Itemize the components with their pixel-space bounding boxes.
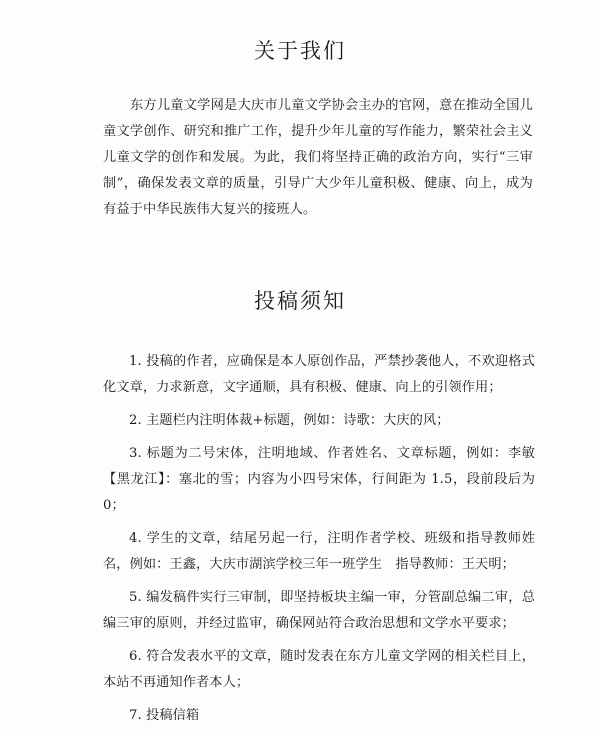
guideline-item-3: 3. 标题为二号宋体，注明地域、作者姓名、文章标题，例如：李敏【黑龙江】：塞北的雪；内容为小四号宋体，行间距为 1.5，段前段后为 0；: [103, 446, 535, 513]
about-us-paragraph: 东方儿童文学网是大庆市儿童文学协会主办的官网，意在推动全国儿童文学创作、研究和推广工作，提升少年儿童的写作能力，繁荣社会主义儿童文学的创作和发展。为此，我们将坚持正确的政治方向，实行“三审制”，确保发表文章的质量，引导广大少年儿童积极、健康、向上，成为有益于中华民族伟大复兴的接班人。: [103, 98, 533, 217]
guideline-item-5: 5. 编发稿件实行三审制，即坚持板块主编一审，分管副总编二审，总编三审的原则，并经过监审，确保网站符合政治思想和文学水平要求；: [103, 590, 535, 631]
submission-guidelines-title: 投稿须知: [254, 289, 346, 313]
guideline-item-2: 2. 主题栏内注明体裁+标题，例如：诗歌：大庆的风；: [129, 413, 450, 428]
guideline-item-4: 4. 学生的文章，结尾另起一行，注明作者学校、班级和指导教师姓名，例如：王鑫，大庆市湖滨学校三年一班学生 指导教师：王天明；: [103, 531, 535, 572]
guideline-item-6: 6. 符合发表水平的文章，随时发表在东方儿童文学网的相关栏目上，本站不再通知作者本人；: [103, 649, 535, 690]
guidelines-list: [103, 349, 535, 729]
about-us-title: 关于我们: [254, 39, 346, 63]
guideline-item-7: 7. 投稿信箱: [129, 708, 200, 723]
guideline-item-1: 1. 投稿的作者，应确保是本人原创作品，严禁抄袭他人，不欢迎格式化文章，力求新意，文字通顺，具有积极、健康、向上的引领作用；: [103, 354, 535, 395]
